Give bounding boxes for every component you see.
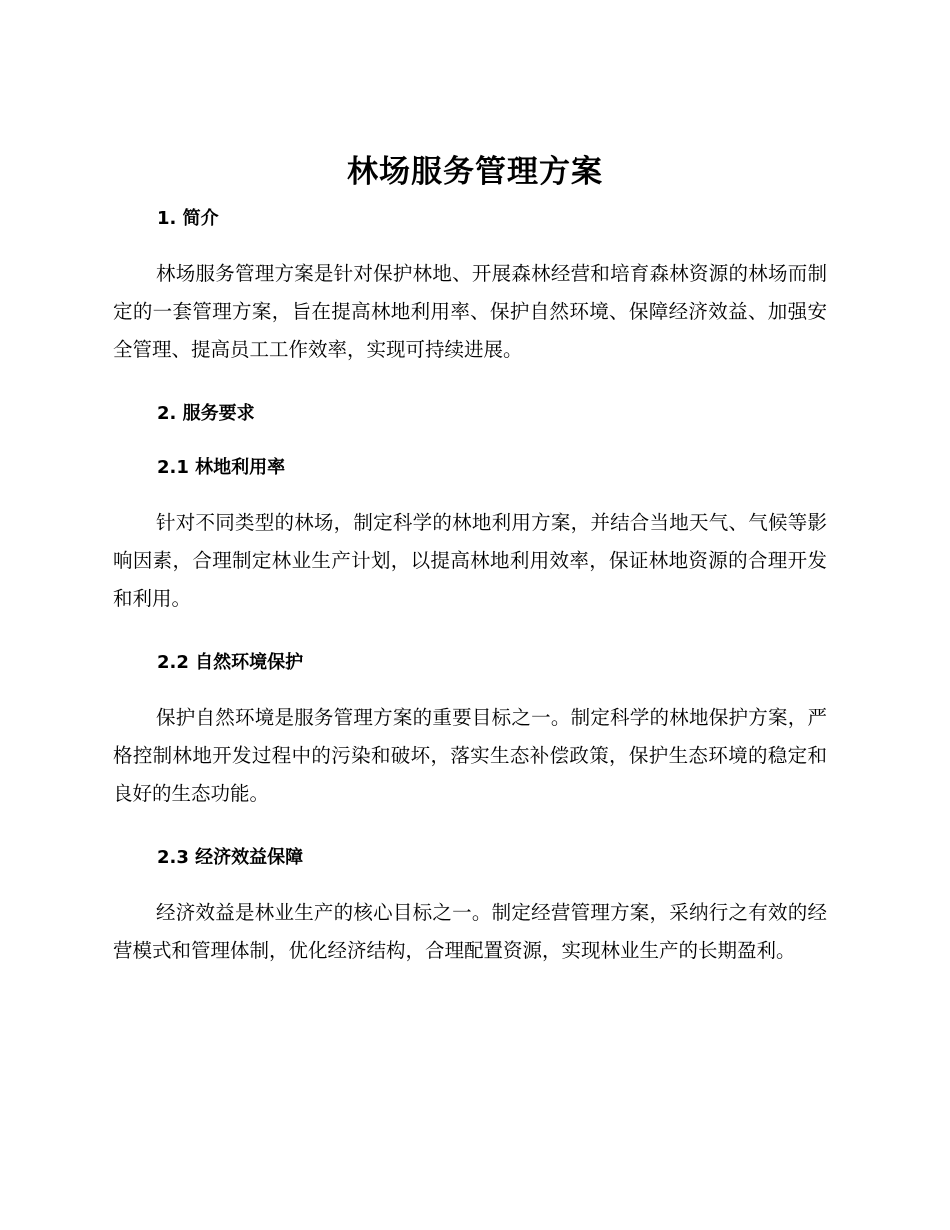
section-paragraph-environment-protection: 保护自然环境是服务管理方案的重要目标之一。制定科学的林地保护方案，严格控制林地开发过程中的污染和破坏，落实生态补偿政策，保护生态环境的稳定和良好的生态功能。 <box>113 706 827 805</box>
section-heading-intro: 1. 简介 <box>157 208 219 229</box>
section-paragraph-land-utilization: 针对不同类型的林场，制定科学的林地利用方案，并结合当地天气、气候等影响因素，合理制定林业生产计划，以提高林地利用效率，保证林地资源的合理开发和利用。 <box>113 511 827 610</box>
section-heading-land-utilization: 2.1 林地利用率 <box>157 457 286 478</box>
section-paragraph-intro: 林场服务管理方案是针对保护林地、开展森林经营和培育森林资源的林场而制定的一套管理方案，旨在提高林地利用率、保护自然环境、保障经济效益、加强安全管理、提高员工工作效率，实现可持续进展。 <box>113 262 827 361</box>
section-heading-environment-protection: 2.2 自然环境保护 <box>157 652 304 673</box>
section-heading-economic-benefit: 2.3 经济效益保障 <box>157 847 304 868</box>
section-paragraph-economic-benefit: 经济效益是林业生产的核心目标之一。制定经营管理方案，采纳行之有效的经营模式和管理体制，优化经济结构，合理配置资源，实现林业生产的长期盈利。 <box>113 901 827 962</box>
section-heading-service-requirements: 2. 服务要求 <box>157 403 255 424</box>
document-title: 林场服务管理方案 <box>347 154 603 190</box>
